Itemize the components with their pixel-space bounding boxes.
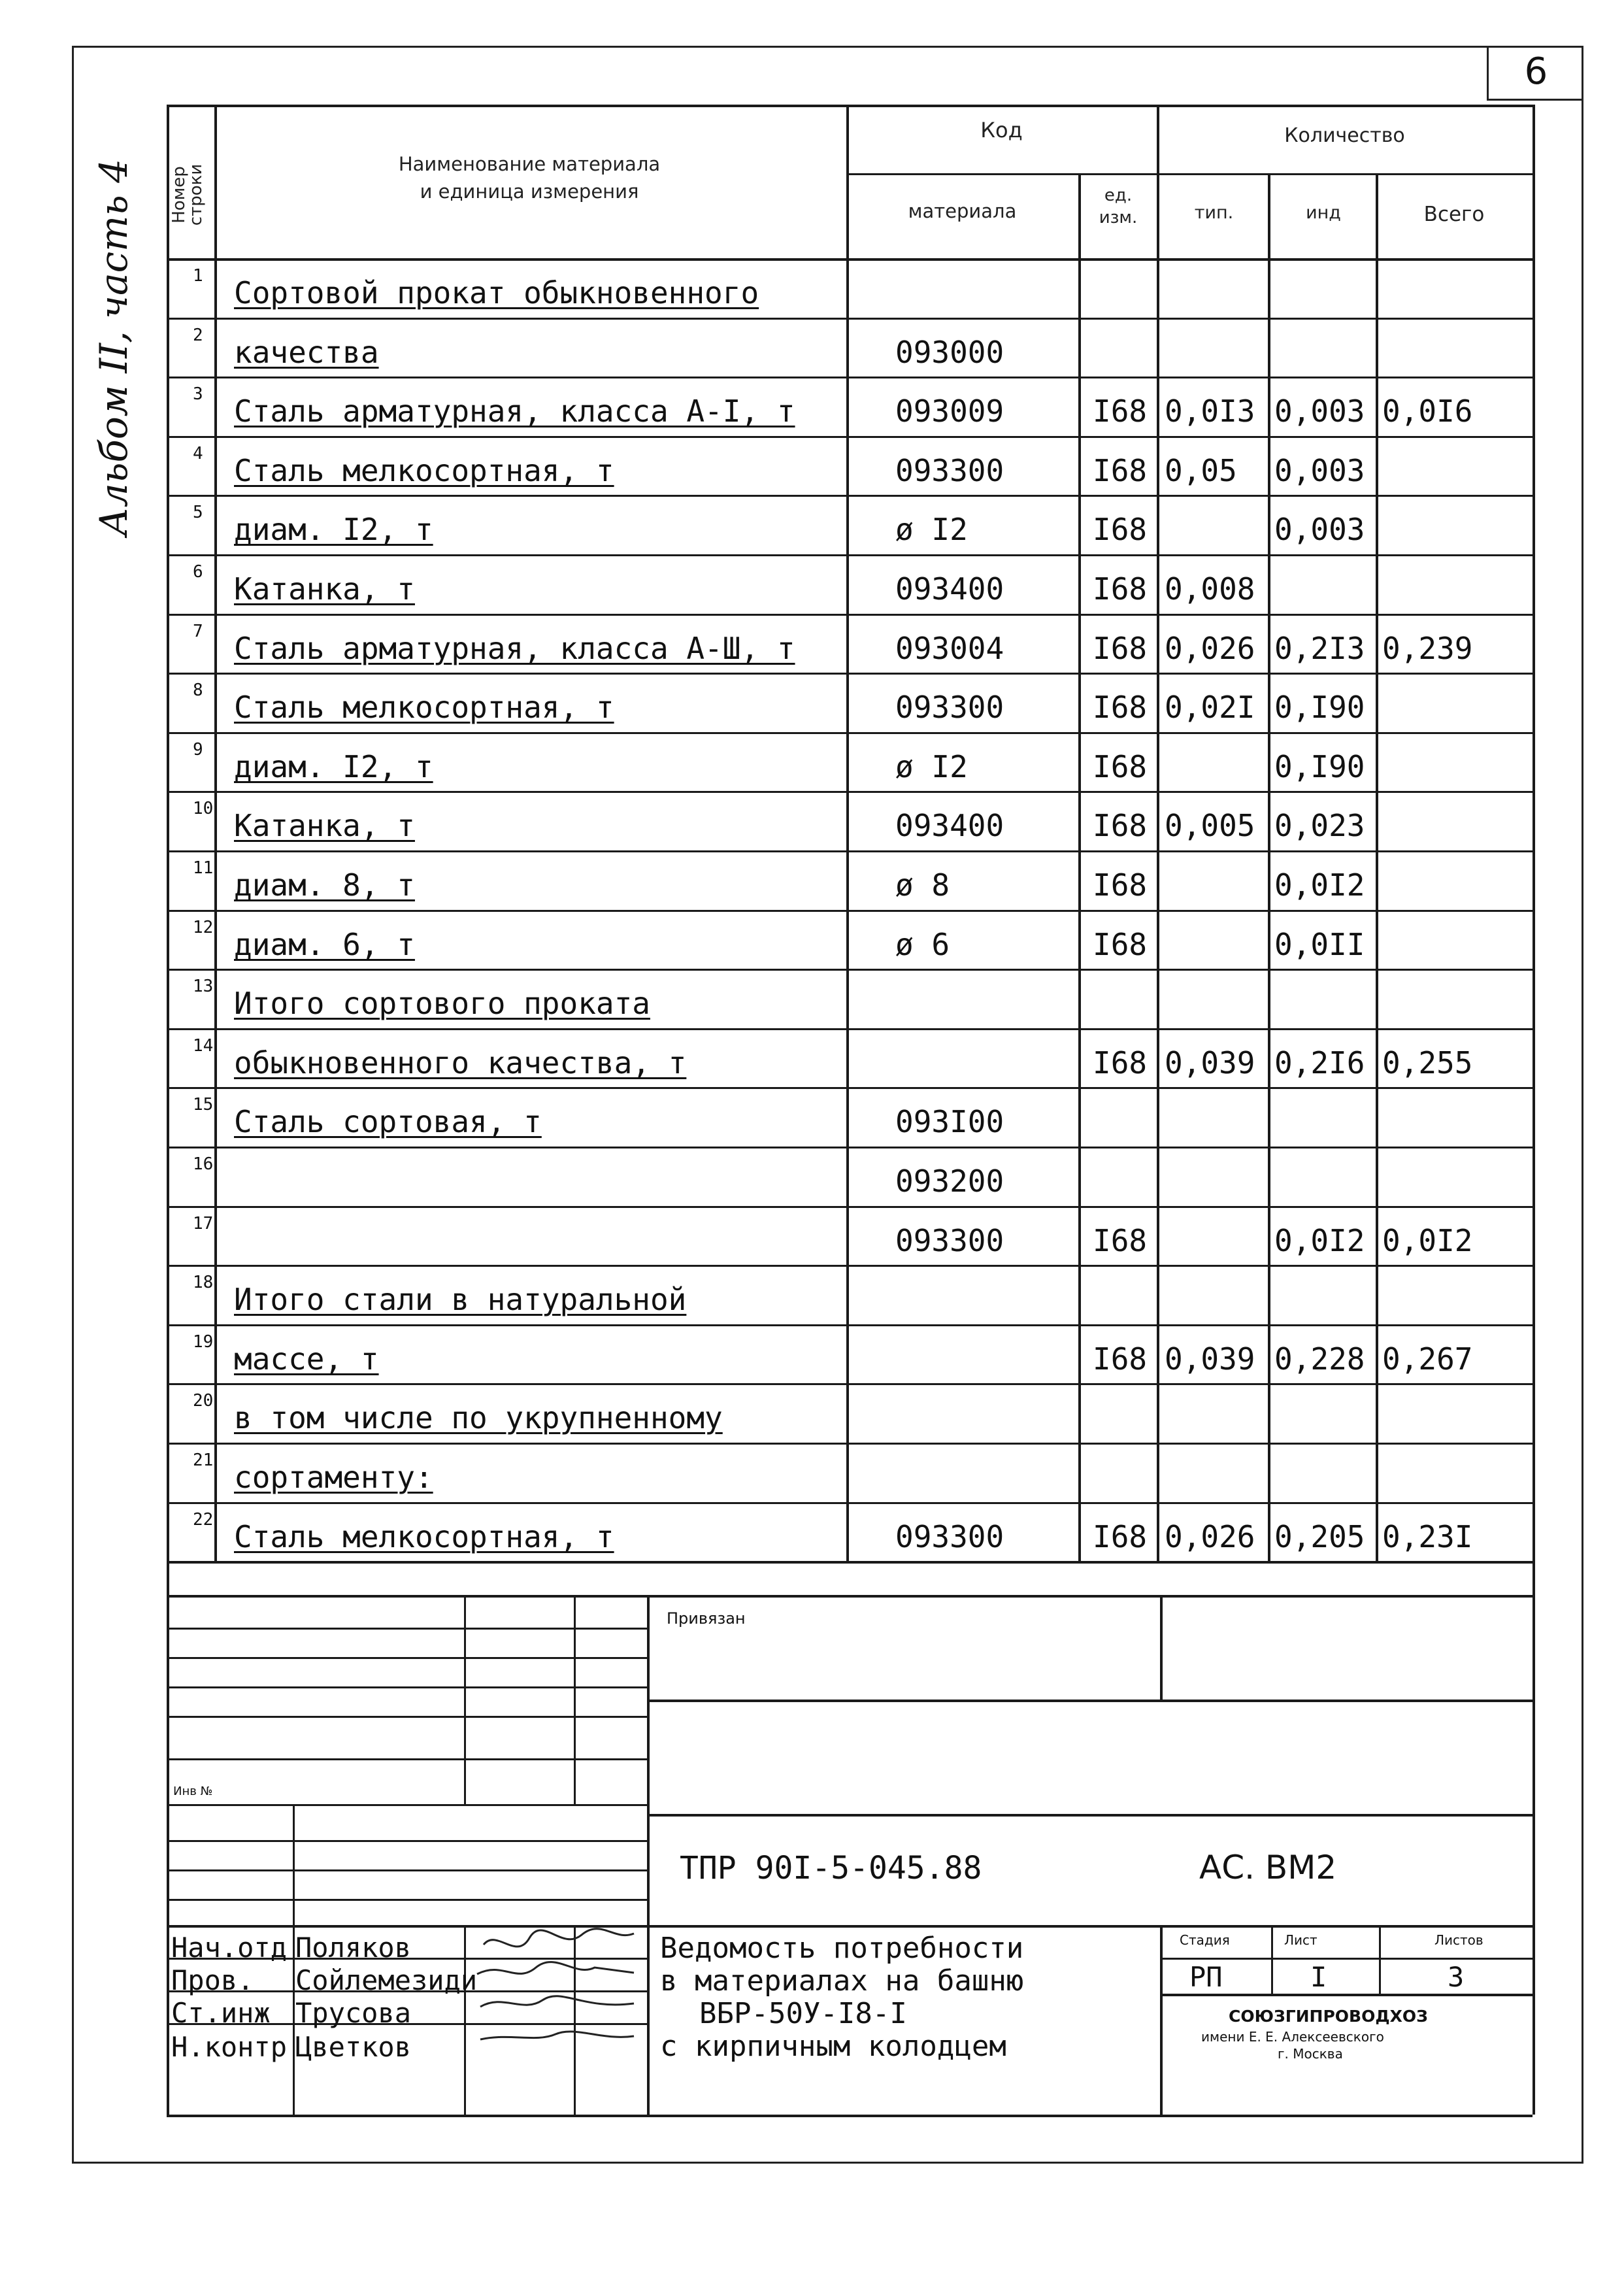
- row-rule: [167, 1502, 1533, 1504]
- row-rule: [167, 969, 1533, 971]
- cell-n: 9: [193, 740, 203, 760]
- cell-name: Сталь мелкосортная, т: [234, 1519, 614, 1554]
- cell-name: Катанка, т: [234, 808, 415, 843]
- cell-ind: 0,003: [1274, 453, 1365, 488]
- signature-1: [484, 1929, 634, 1947]
- tb-rule: [167, 1899, 647, 1901]
- cell-total: 0,255: [1382, 1045, 1473, 1080]
- cell-n: 14: [193, 1036, 214, 1056]
- row-rule: [167, 1443, 1533, 1445]
- cell-n: 17: [193, 1214, 214, 1233]
- col-rule-code: [1078, 173, 1081, 1561]
- tb-rule: [167, 1925, 1533, 1928]
- cell-unit: I68: [1093, 394, 1148, 429]
- row-rule: [167, 1028, 1533, 1030]
- row-rule: [167, 1206, 1533, 1208]
- cell-name: Сталь сортовая, т: [234, 1104, 542, 1139]
- row-rule: [167, 377, 1533, 378]
- row-rule: [167, 673, 1533, 675]
- set-code: АС. ВМ2: [1199, 1849, 1337, 1886]
- role-2: Пров.: [171, 1964, 254, 1996]
- signature-4: [480, 2032, 634, 2039]
- cell-n: 20: [193, 1391, 214, 1411]
- header-material-name: Наименование материала и единица измерения: [398, 153, 661, 203]
- cell-name: Сортовой прокат обыкновенного: [234, 275, 759, 310]
- cell-name: Итого стали в натуральной: [234, 1282, 687, 1317]
- cell-n: 6: [193, 562, 203, 582]
- sheet-value: I: [1310, 1961, 1327, 1993]
- col-rule-unit: [1157, 105, 1159, 1561]
- cell-n: 8: [193, 680, 203, 700]
- cell-code: 093400: [895, 571, 1004, 607]
- cell-n: 15: [193, 1095, 214, 1114]
- org-line-1: СОЮЗГИПРОВОДХОЗ: [1229, 2007, 1428, 2026]
- cell-unit: I68: [1093, 1223, 1148, 1258]
- tb-col: [464, 1595, 466, 1804]
- cell-total: 0,0I2: [1382, 1223, 1473, 1258]
- cell-n: 7: [193, 622, 203, 641]
- document-code: ТПР 90I-5-045.88: [680, 1850, 982, 1886]
- cell-n: 21: [193, 1450, 214, 1470]
- cell-code: 093300: [895, 1223, 1004, 1258]
- cell-code: 093I00: [895, 1104, 1004, 1139]
- signatures-graphic: [457, 1922, 654, 2072]
- cell-typ: 0,005: [1165, 808, 1255, 843]
- cell-code: 093300: [895, 690, 1004, 725]
- col-rule-typ: [1268, 173, 1270, 1561]
- sheet-label: Лист: [1284, 1932, 1317, 1948]
- name-3: Трусова: [295, 1997, 412, 2029]
- cell-ind: 0,2I3: [1274, 631, 1365, 666]
- cell-name: диам. 6, т: [234, 927, 415, 962]
- name-1: Поляков: [295, 1932, 412, 1964]
- cell-ind: 0,2I6: [1274, 1045, 1365, 1080]
- cell-code: ø I2: [895, 512, 968, 547]
- col-rule-ind: [1376, 173, 1378, 1561]
- row-rule: [167, 436, 1533, 438]
- cell-name: массе, т: [234, 1341, 379, 1377]
- header-mid-rule: [846, 173, 1533, 175]
- cell-code: 093009: [895, 394, 1004, 429]
- cell-unit: I68: [1093, 927, 1148, 962]
- cell-unit: I68: [1093, 690, 1148, 725]
- cell-n: 4: [193, 444, 203, 463]
- cell-typ: 0,039: [1165, 1045, 1255, 1080]
- col-rule-number: [214, 105, 217, 1561]
- cell-ind: 0,I90: [1274, 749, 1365, 784]
- cell-ind: 0,I90: [1274, 690, 1365, 725]
- table-bottom-rule: [167, 1561, 1533, 1564]
- header-material-code: материала: [908, 200, 1017, 222]
- cell-name: Сталь мелкосортная, т: [234, 453, 614, 488]
- cell-typ: 0,0I3: [1165, 394, 1255, 429]
- cell-n: 16: [193, 1154, 214, 1174]
- tb-top-rule: [167, 1595, 1533, 1598]
- tb-bottom-rule: [167, 2115, 1533, 2117]
- inventory-label: Инв №: [173, 1784, 213, 1798]
- cell-name: Итого сортового проката: [234, 986, 650, 1021]
- row-rule: [167, 850, 1533, 852]
- cell-code: ø 8: [895, 867, 950, 903]
- row-rule: [167, 1265, 1533, 1267]
- cell-typ: 0,02I: [1165, 690, 1255, 725]
- cell-typ: 0,026: [1165, 631, 1255, 666]
- row-rule: [167, 614, 1533, 616]
- col-rule-name: [846, 105, 849, 1561]
- cell-ind: 0,0II: [1274, 927, 1365, 962]
- signature-3: [480, 1996, 634, 2007]
- role-3: Ст.инж: [171, 1997, 271, 2029]
- cell-ind: 0,205: [1274, 1519, 1365, 1554]
- cell-code: 093300: [895, 453, 1004, 488]
- cell-code: 093000: [895, 335, 1004, 370]
- cell-unit: I68: [1093, 1341, 1148, 1377]
- tb-rule: [647, 1814, 1533, 1817]
- cell-code: 093400: [895, 808, 1004, 843]
- table-left-rule: [167, 105, 169, 2115]
- cell-unit: I68: [1093, 631, 1148, 666]
- cell-name: Сталь мелкосортная, т: [234, 690, 614, 725]
- cell-name: диам. 8, т: [234, 867, 415, 903]
- cell-code: 093300: [895, 1519, 1004, 1554]
- stage-label: Стадия: [1180, 1932, 1230, 1948]
- header-individual: инд: [1306, 203, 1341, 223]
- org-line-3: г. Москва: [1278, 2046, 1343, 2062]
- cell-n: 1: [193, 266, 203, 286]
- cell-name: Катанка, т: [234, 571, 415, 607]
- cell-ind: 0,023: [1274, 808, 1365, 843]
- title-line-2: в материалах на башню: [660, 1964, 1024, 1998]
- tb-col: [574, 1595, 576, 1804]
- cell-n: 5: [193, 503, 203, 522]
- header-total: Всего: [1423, 203, 1485, 226]
- page-number: 6: [1487, 46, 1583, 101]
- cell-code: ø 6: [895, 927, 950, 962]
- cell-typ: 0,026: [1165, 1519, 1255, 1554]
- role-4: Н.контр: [171, 2031, 288, 2063]
- cell-unit: I68: [1093, 1519, 1148, 1554]
- table-right-rule: [1533, 105, 1535, 2115]
- cell-code: 093200: [895, 1164, 1004, 1199]
- cell-total: 0,23I: [1382, 1519, 1473, 1554]
- row-rule: [167, 495, 1533, 497]
- title-line-3: ВБР-50У-I8-I: [699, 1997, 907, 2030]
- cell-ind: 0,0I2: [1274, 867, 1365, 903]
- tb-rule: [1160, 1994, 1533, 1996]
- cell-ind: 0,003: [1274, 512, 1365, 547]
- header-row-number-text: Номер строки: [169, 163, 206, 226]
- table-top-rule: [167, 105, 1533, 107]
- cell-name: качества: [234, 335, 379, 370]
- cell-ind: 0,0I2: [1274, 1223, 1365, 1258]
- cell-unit: I68: [1093, 867, 1148, 903]
- tb-col: [1160, 1925, 1163, 2115]
- tb-rule: [167, 1804, 647, 1806]
- cell-code: ø I2: [895, 749, 968, 784]
- cell-typ: 0,008: [1165, 571, 1255, 607]
- cell-name: диам. I2, т: [234, 749, 433, 784]
- tb-col: [293, 1804, 295, 2115]
- cell-n: 3: [193, 384, 203, 404]
- row-rule: [167, 910, 1533, 912]
- cell-total: 0,0I6: [1382, 394, 1473, 429]
- tb-col: [1379, 1925, 1381, 1994]
- cell-n: 2: [193, 326, 203, 345]
- cell-n: 10: [193, 799, 214, 818]
- cell-n: 11: [193, 858, 214, 878]
- header-row-number: [165, 145, 210, 230]
- cell-n: 18: [193, 1273, 214, 1292]
- row-rule: [167, 318, 1533, 320]
- cell-typ: 0,039: [1165, 1341, 1255, 1377]
- name-2: Сойлемезиди: [295, 1964, 478, 1996]
- signature-2: [477, 1962, 634, 1974]
- cell-total: 0,239: [1382, 631, 1473, 666]
- cell-name: Сталь арматурная, класса А-Ш, т: [234, 631, 795, 666]
- bound-label: Привязан: [667, 1609, 746, 1628]
- row-rule: [167, 732, 1533, 734]
- name-4: Цветков: [295, 2031, 412, 2063]
- row-rule: [167, 1324, 1533, 1326]
- cell-unit: I68: [1093, 453, 1148, 488]
- tb-rule: [167, 1840, 647, 1842]
- cell-name: диам. I2, т: [234, 512, 433, 547]
- title-line-1: Ведомость потребности: [660, 1932, 1024, 1965]
- header-typical: тип.: [1194, 203, 1234, 223]
- cell-code: 093004: [895, 631, 1004, 666]
- cell-name: сортаменту:: [234, 1460, 433, 1495]
- sheets-value: 3: [1448, 1961, 1465, 1993]
- cell-unit: I68: [1093, 512, 1148, 547]
- cell-name: обыкновенного качества, т: [234, 1045, 687, 1080]
- cell-total: 0,267: [1382, 1341, 1473, 1377]
- cell-unit: I68: [1093, 1045, 1148, 1080]
- tb-rule: [1160, 1958, 1533, 1960]
- stage-value: РП: [1189, 1961, 1223, 1993]
- header-code-group: Код: [980, 118, 1023, 142]
- cell-ind: 0,228: [1274, 1341, 1365, 1377]
- row-rule: [167, 791, 1533, 793]
- tb-col: [1271, 1925, 1273, 1994]
- cell-n: 12: [193, 918, 214, 937]
- cell-n: 22: [193, 1510, 214, 1530]
- title-line-4: с кирпичным колодцем: [660, 2030, 1006, 2063]
- cell-name: Сталь арматурная, класса А-I, т: [234, 394, 795, 429]
- header-bottom-rule: [167, 258, 1533, 261]
- tb-rule: [647, 1700, 1533, 1702]
- cell-name: в том числе по укрупненному: [234, 1400, 723, 1435]
- cell-unit: I68: [1093, 749, 1148, 784]
- cell-n: 19: [193, 1332, 214, 1352]
- sheets-label: Листов: [1434, 1932, 1483, 1948]
- row-rule: [167, 554, 1533, 556]
- tb-col: [1160, 1595, 1163, 1700]
- cell-n: 13: [193, 977, 214, 996]
- org-line-2: имени Е. Е. Алексеевского: [1201, 2029, 1384, 2045]
- cell-unit: I68: [1093, 571, 1148, 607]
- header-unit: ед. изм.: [1099, 186, 1138, 227]
- cell-typ: 0,05: [1165, 453, 1237, 488]
- tb-rule: [167, 1869, 647, 1871]
- row-rule: [167, 1147, 1533, 1148]
- album-label: Альбом II, часть 4: [91, 158, 136, 536]
- cell-unit: I68: [1093, 808, 1148, 843]
- row-rule: [167, 1087, 1533, 1089]
- header-quantity-group: Количество: [1284, 124, 1405, 147]
- cell-ind: 0,003: [1274, 394, 1365, 429]
- row-rule: [167, 1383, 1533, 1385]
- role-1: Нач.отд: [171, 1932, 288, 1964]
